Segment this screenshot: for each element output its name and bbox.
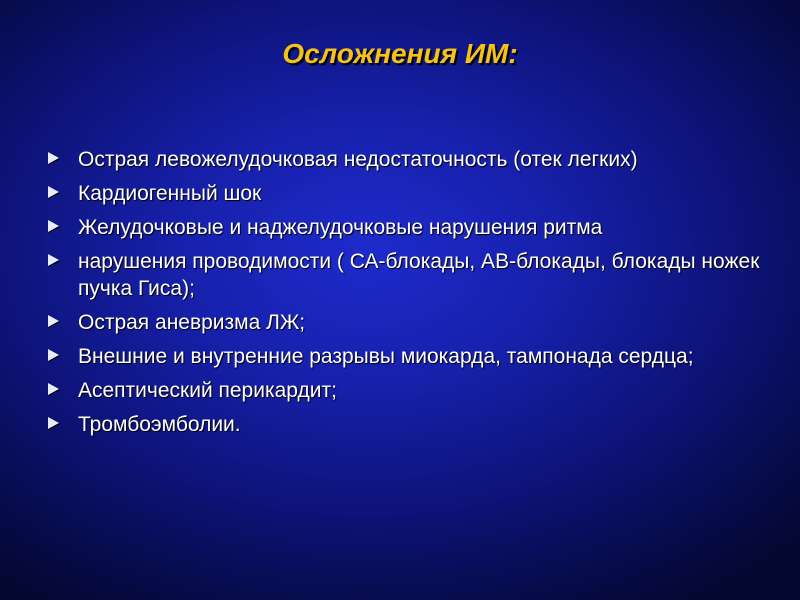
slide-title: Осложнения ИМ: [282,38,518,69]
bullet-item [48,309,768,336]
triangle-bullet-icon [48,254,59,266]
triangle-bullet-icon [48,349,59,361]
triangle-bullet-icon [48,152,59,164]
bullet-item [48,180,768,207]
bullet-item [48,214,768,241]
bullet-item [48,411,768,438]
triangle-bullet-icon [48,417,59,429]
triangle-bullet-icon [48,315,59,327]
triangle-bullet-icon [48,220,59,232]
bullet-text: Асептический перикардит; [78,379,337,402]
bullet-item [48,343,768,370]
bullet-text: Внешние и внутренние разрывы миокарда, тампонада сердца; [78,345,694,368]
triangle-bullet-icon [48,186,59,198]
bullet-text: Кардиогенный шок [78,182,262,205]
bullet-text: нарушения проводимости ( СА-блокады, АВ-блокады, блокады ножек пучка Гиса); [78,250,760,300]
triangle-bullet-icon [48,383,59,395]
bullet-item [48,377,768,404]
bullet-text: Желудочковые и наджелудочковые нарушения ритма [78,216,603,239]
bullet-text: Острая левожелудочковая недостаточность (отек легких) [78,148,638,171]
bullet-item [48,146,768,173]
bullet-text: Острая аневризма ЛЖ; [78,311,306,334]
bullet-text: Тромбоэмболии. [78,413,241,436]
bullet-list [48,146,768,445]
bullet-item [48,248,768,302]
